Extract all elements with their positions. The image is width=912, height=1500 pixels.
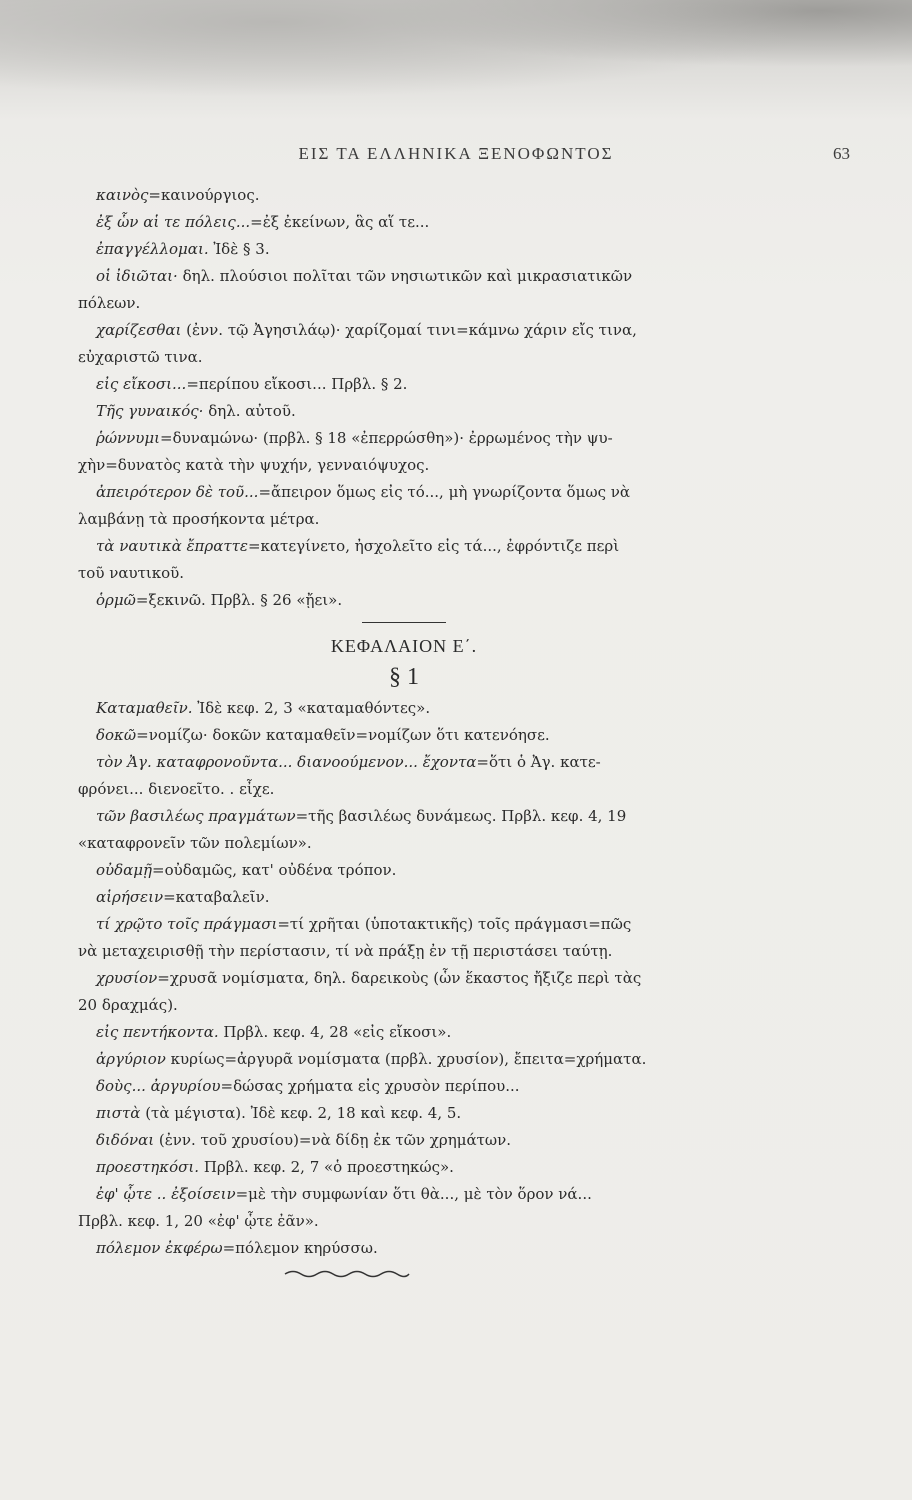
entry-lemma: Τῆς γυναικός· bbox=[96, 402, 204, 420]
entry bbox=[96, 965, 712, 992]
entry-gloss: (τὰ μέγιστα). Ἰδὲ κεφ. 2, 18 καὶ κεφ. 4, 5. bbox=[140, 1104, 462, 1122]
entry bbox=[96, 884, 712, 911]
entry-continuation: πόλεων. bbox=[78, 294, 141, 312]
entry-gloss: =ξεκινῶ. Πρβλ. § 26 «ᾔει». bbox=[135, 591, 343, 609]
entry-lemma: ἀπειρότερον δὲ τοῦ... bbox=[96, 483, 259, 501]
entry-lemma: ἐπαγγέλλομαι. bbox=[96, 240, 209, 258]
entry bbox=[96, 479, 712, 506]
entry bbox=[96, 803, 712, 830]
entry-continuation: 20 δραχμάς). bbox=[78, 996, 178, 1014]
entry-lemma: οἱ ἰδιῶται· bbox=[96, 267, 178, 285]
entry-gloss: =δυναμώνω· (πρβλ. § 18 «ἐπερρώσθη»)· ἐρρωμένος τὴν ψυ- bbox=[160, 429, 613, 447]
separator-rule bbox=[362, 622, 446, 623]
entry-lemma: εἰς εἴκοσι... bbox=[96, 375, 187, 393]
entry-gloss: =τῆς βασιλέως δυνάμεως. Πρβλ. κεφ. 4, 19 bbox=[295, 807, 627, 825]
entries-after-chapter bbox=[78, 695, 712, 1262]
entry-gloss: =ἐξ ἐκείνων, ἃς αἵ τε... bbox=[250, 213, 430, 231]
entry-lemma: τὰ ναυτικὰ ἔπραττε bbox=[96, 537, 248, 555]
entry-continuation: λαμβάνῃ τὰ προσήκοντα μέτρα. bbox=[78, 510, 320, 528]
entry-gloss: =περίπου εἴκοσι... Πρβλ. § 2. bbox=[186, 375, 408, 393]
entry-continuation: φρόνει... διενοεῖτο. . εἶχε. bbox=[78, 780, 275, 798]
entry-gloss: =χρυσᾶ νομίσματα, δηλ. δαρεικοὺς (ὧν ἕκαστος ἤξιζε περὶ τὰς bbox=[157, 969, 642, 987]
running-head bbox=[0, 144, 912, 168]
entry-gloss: =καταβαλεῖν. bbox=[163, 888, 270, 906]
entry-gloss: =καινούργιος. bbox=[148, 186, 260, 204]
entry bbox=[96, 1019, 712, 1046]
entry-gloss: (ἐνν. τοῦ χρυσίου)=νὰ δίδῃ ἐκ τῶν χρημάτων. bbox=[154, 1131, 511, 1149]
entry-gloss: =πόλεμον κηρύσσω. bbox=[222, 1239, 378, 1257]
entry-lemma: αἱρήσειν bbox=[96, 888, 164, 906]
entry bbox=[96, 1181, 712, 1208]
entry-lemma: ἐξ ὧν αἱ τε πόλεις... bbox=[96, 213, 251, 231]
entry-gloss: =νομίζω· δοκῶν καταμαθεῖν=νομίζων ὅτι κατενόησε. bbox=[136, 726, 550, 744]
entry-lemma: χαρίζεσθαι bbox=[96, 321, 182, 339]
entry-continuation: χὴν=δυνατὸς κατὰ τὴν ψυχήν, γενναιόψυχος. bbox=[78, 456, 430, 474]
entry bbox=[96, 695, 712, 722]
entry-continuation: τοῦ ναυτικοῦ. bbox=[78, 564, 185, 582]
entry-continuation: Πρβλ. κεφ. 1, 20 «ἐφ' ᾧτε ἐᾶν». bbox=[78, 1212, 319, 1230]
entry-lemma: εἰς πεντήκοντα. bbox=[96, 1023, 219, 1041]
entry-lemma: δοὺς... ἀργυρίου bbox=[96, 1077, 221, 1095]
entry bbox=[96, 1235, 712, 1262]
entry-lemma: δοκῶ bbox=[96, 726, 137, 744]
entry-gloss: =οὐδαμῶς, κατ' οὐδένα τρόπον. bbox=[152, 861, 397, 879]
entry-lemma: πόλεμον ἐκφέρω bbox=[96, 1239, 223, 1257]
entry bbox=[96, 1046, 712, 1073]
entry-gloss: Ἰδὲ § 3. bbox=[208, 240, 270, 258]
entry-lemma: τί χρῷτο τοῖς πράγμασι bbox=[96, 915, 278, 933]
closing-ornament bbox=[283, 1268, 411, 1278]
entry-continuation: εὐχαριστῶ τινα. bbox=[78, 348, 203, 366]
entry-lemma: τῶν βασιλέως πραγμάτων bbox=[96, 807, 296, 825]
entry bbox=[96, 911, 712, 938]
entry-lemma: ὁρμῶ bbox=[96, 591, 136, 609]
entry bbox=[96, 722, 712, 749]
chapter-heading: ΚΕΦΑΛΑΙΟΝ Ε΄. bbox=[330, 636, 478, 656]
entry bbox=[96, 371, 712, 398]
entry-lemma: ἐφ' ᾧτε .. ἐξοίσειν bbox=[96, 1185, 236, 1203]
entry bbox=[96, 533, 712, 560]
entry bbox=[96, 1073, 712, 1100]
entry bbox=[96, 182, 712, 209]
entry-lemma: διδόναι bbox=[96, 1131, 155, 1149]
page-number: 63 bbox=[833, 144, 850, 163]
entry-gloss: (ἐνν. τῷ Ἀγησιλάῳ)· χαρίζομαί τινι=κάμνω χάριν εἴς τινα, bbox=[181, 321, 637, 339]
entry bbox=[96, 587, 712, 614]
entry bbox=[96, 1100, 712, 1127]
running-title: ΕΙΣ ΤΑ ΕΛΛΗΝΙΚΑ ΞΕΝΟΦΩΝΤΟΣ bbox=[298, 144, 614, 163]
entry-lemma: καινὸς bbox=[96, 186, 149, 204]
entry bbox=[96, 263, 712, 290]
page-stain bbox=[0, 0, 912, 110]
entry-lemma: Καταμαθεῖν. bbox=[96, 699, 193, 717]
entry-lemma: ἀργύριον bbox=[96, 1050, 166, 1068]
entry-gloss: δηλ. αὐτοῦ. bbox=[203, 402, 296, 420]
entry-continuation: «καταφρονεῖν τῶν πολεμίων». bbox=[78, 834, 312, 852]
entry bbox=[96, 209, 712, 236]
entry-lemma: πιστὰ bbox=[96, 1104, 141, 1122]
entry-gloss: =ὅτι ὁ Ἀγ. κατε- bbox=[476, 753, 601, 771]
entry bbox=[96, 398, 712, 425]
commentary-text bbox=[78, 182, 712, 1262]
entry bbox=[96, 749, 712, 776]
entry-gloss: =τί χρῆται (ὑποτακτικῆς) τοῖς πράγμασι=πῶς bbox=[277, 915, 632, 933]
entry bbox=[96, 1127, 712, 1154]
entry-lemma: τὸν Ἀγ. καταφρονοῦντα... διανοούμενον... ἔχοντα bbox=[96, 753, 477, 771]
entry-gloss: =κατεγίνετο, ἠσχολεῖτο εἰς τά..., ἐφρόντιζε περὶ bbox=[247, 537, 620, 555]
section-heading: § 1 bbox=[389, 664, 419, 690]
entry-gloss: Ἰδὲ κεφ. 2, 3 «καταμαθόντες». bbox=[192, 699, 431, 717]
entry bbox=[96, 1154, 712, 1181]
entries-before-chapter bbox=[78, 182, 712, 614]
entry bbox=[96, 236, 712, 263]
entry bbox=[96, 857, 712, 884]
entry bbox=[96, 425, 712, 452]
entry-gloss: =ἄπειρον ὅμως εἰς τό..., μὴ γνωρίζοντα ὅμως νὰ bbox=[258, 483, 630, 501]
entry-lemma: ῥώννυμι bbox=[96, 429, 161, 447]
entry bbox=[96, 317, 712, 344]
entry-lemma: οὐδαμῇ bbox=[96, 861, 153, 879]
entry-gloss: δηλ. πλούσιοι πολῖται τῶν νησιωτικῶν καὶ μικρασιατικῶν bbox=[177, 267, 633, 285]
entry-gloss: Πρβλ. κεφ. 2, 7 «ὁ προεστηκώς». bbox=[199, 1158, 454, 1176]
entry-gloss: =δώσας χρήματα εἰς χρυσὸν περίπου... bbox=[220, 1077, 520, 1095]
entry-lemma: προεστηκόσι. bbox=[96, 1158, 200, 1176]
entry-gloss: =μὲ τὴν συμφωνίαν ὅτι θὰ..., μὲ τὸν ὅρον νά... bbox=[235, 1185, 592, 1203]
entry-lemma: χρυσίον bbox=[96, 969, 158, 987]
entry-continuation: νὰ μεταχειρισθῇ τὴν περίστασιν, τί νὰ πράξῃ ἐν τῇ περιστάσει ταύτῃ. bbox=[78, 942, 613, 960]
entry-gloss: Πρβλ. κεφ. 4, 28 «εἰς εἴκοσι». bbox=[218, 1023, 452, 1041]
entry-gloss: κυρίως=ἀργυρᾶ νομίσματα (πρβλ. χρυσίον), ἔπειτα=χρήματα. bbox=[165, 1050, 647, 1068]
